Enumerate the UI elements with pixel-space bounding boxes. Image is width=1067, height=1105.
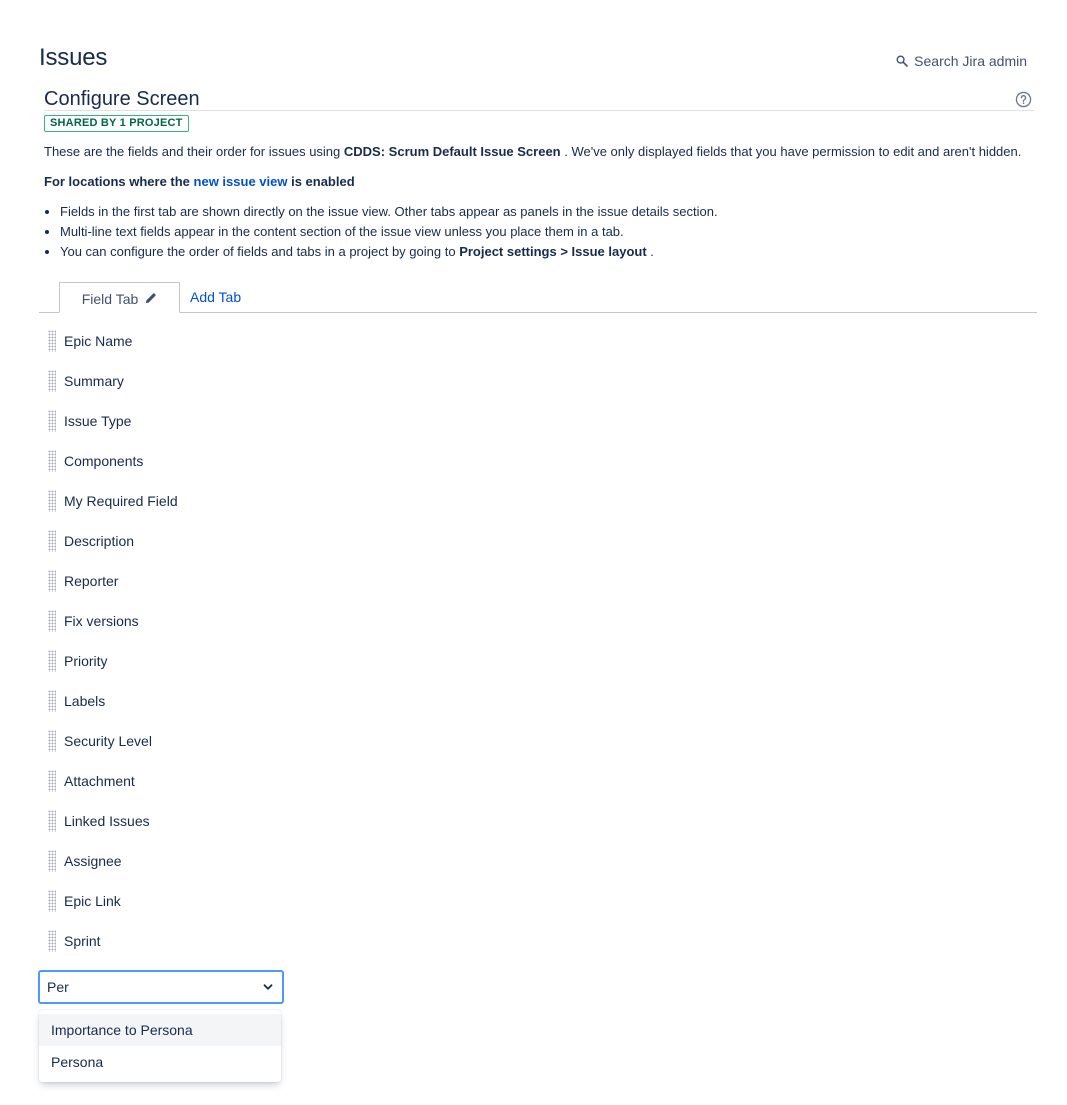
- screen-tabs: [39, 282, 1037, 313]
- field-row[interactable]: [48, 801, 178, 841]
- field-label: Assignee: [64, 853, 122, 869]
- note-first-tab: • Fields in the first tab are shown directly on the issue view. Other tabs appear as panels in the issue details section.: [60, 202, 1034, 222]
- field-row[interactable]: [48, 681, 178, 721]
- project-settings-path: Project settings > Issue layout: [459, 244, 647, 259]
- drag-handle-icon[interactable]: [48, 810, 56, 832]
- search-jira-admin-label: Search Jira admin: [914, 53, 1027, 69]
- pencil-icon[interactable]: [144, 292, 157, 305]
- search-icon: [896, 55, 908, 67]
- drag-handle-icon[interactable]: [48, 770, 56, 792]
- field-row[interactable]: [48, 441, 178, 481]
- search-jira-admin-button[interactable]: [896, 53, 1027, 69]
- field-label: Fix versions: [64, 613, 139, 629]
- field-label: Attachment: [64, 773, 135, 789]
- dropdown-option[interactable]: Importance to Persona: [39, 1014, 281, 1046]
- field-row[interactable]: [48, 361, 178, 401]
- screen-description: [44, 144, 1034, 160]
- field-suggestions-dropdown: [39, 1010, 281, 1082]
- screen-name: CDDS: Scrum Default Issue Screen: [343, 144, 561, 159]
- drag-handle-icon[interactable]: [48, 370, 56, 392]
- field-label: Labels: [64, 693, 106, 709]
- field-label: Issue Type: [64, 413, 132, 429]
- field-row[interactable]: [48, 561, 178, 601]
- add-field-input[interactable]: [47, 979, 247, 995]
- dropdown-option[interactable]: Persona: [51, 1054, 104, 1070]
- configure-screen-title: Configure Screen: [44, 88, 200, 110]
- field-label: Epic Link: [64, 893, 121, 909]
- drag-handle-icon[interactable]: [48, 730, 56, 752]
- field-label: Reporter: [64, 573, 119, 589]
- field-row[interactable]: [48, 601, 178, 641]
- field-row[interactable]: [48, 921, 178, 961]
- shared-project-badge[interactable]: SHARED BY 1 PROJECT: [44, 115, 189, 132]
- desc-prefix: These are the fields and their order for issues using: [44, 144, 344, 159]
- drag-handle-icon[interactable]: [48, 610, 56, 632]
- field-row[interactable]: [48, 641, 178, 681]
- note-multiline: • Multi-line text fields appear in the content section of the issue view unless you place them in a tab.: [60, 222, 1034, 242]
- field-label: Sprint: [64, 933, 101, 949]
- field-label: Security Level: [64, 733, 152, 749]
- loc-suffix: is enabled: [287, 174, 355, 189]
- field-row[interactable]: [48, 521, 178, 561]
- issue-view-notes: [44, 202, 1034, 262]
- field-label: My Required Field: [64, 493, 178, 509]
- drag-handle-icon[interactable]: [48, 410, 56, 432]
- field-label: Summary: [64, 373, 124, 389]
- drag-handle-icon[interactable]: [48, 850, 56, 872]
- drag-handle-icon[interactable]: [48, 650, 56, 672]
- field-label: Description: [64, 533, 135, 549]
- loc-prefix: For locations where the: [44, 174, 194, 189]
- drag-handle-icon[interactable]: [48, 530, 56, 552]
- field-label: Epic Name: [64, 333, 133, 349]
- configure-screen-header: [44, 88, 1034, 111]
- field-row[interactable]: [48, 321, 178, 361]
- chevron-down-icon[interactable]: [262, 981, 274, 993]
- field-row[interactable]: [48, 721, 178, 761]
- drag-handle-icon[interactable]: [48, 890, 56, 912]
- note3-suffix: .: [646, 244, 654, 259]
- field-row[interactable]: [48, 761, 178, 801]
- field-label: Linked Issues: [64, 813, 150, 829]
- field-row[interactable]: [48, 401, 178, 441]
- drag-handle-icon[interactable]: [48, 490, 56, 512]
- drag-handle-icon[interactable]: [48, 330, 56, 352]
- note-project-settings: [60, 242, 1034, 262]
- field-row[interactable]: [48, 881, 178, 921]
- add-field-select[interactable]: [38, 970, 284, 1004]
- drag-handle-icon[interactable]: [48, 450, 56, 472]
- note3-prefix: You can configure the order of fields and tabs in a project by going to: [60, 244, 460, 259]
- tab-field-tab[interactable]: [59, 282, 180, 313]
- field-list: [48, 321, 178, 961]
- drag-handle-icon[interactable]: [48, 930, 56, 952]
- tab-field-tab-label: Field Tab: [81, 290, 139, 307]
- page-title: Issues: [39, 44, 108, 71]
- desc-suffix: . We've only displayed fields that you have permission to edit and aren't hidden.: [560, 144, 1022, 159]
- new-issue-view-link[interactable]: new issue view: [193, 174, 288, 189]
- field-label: Priority: [64, 653, 108, 669]
- add-tab-link[interactable]: Add Tab: [190, 289, 242, 305]
- drag-handle-icon[interactable]: [48, 570, 56, 592]
- drag-handle-icon[interactable]: [48, 690, 56, 712]
- field-row[interactable]: [48, 841, 178, 881]
- help-icon[interactable]: [1015, 91, 1032, 108]
- new-issue-view-heading: [44, 174, 1034, 190]
- field-label: Components: [64, 453, 144, 469]
- configure-screen-section: [44, 88, 1034, 262]
- field-row[interactable]: [48, 481, 178, 521]
